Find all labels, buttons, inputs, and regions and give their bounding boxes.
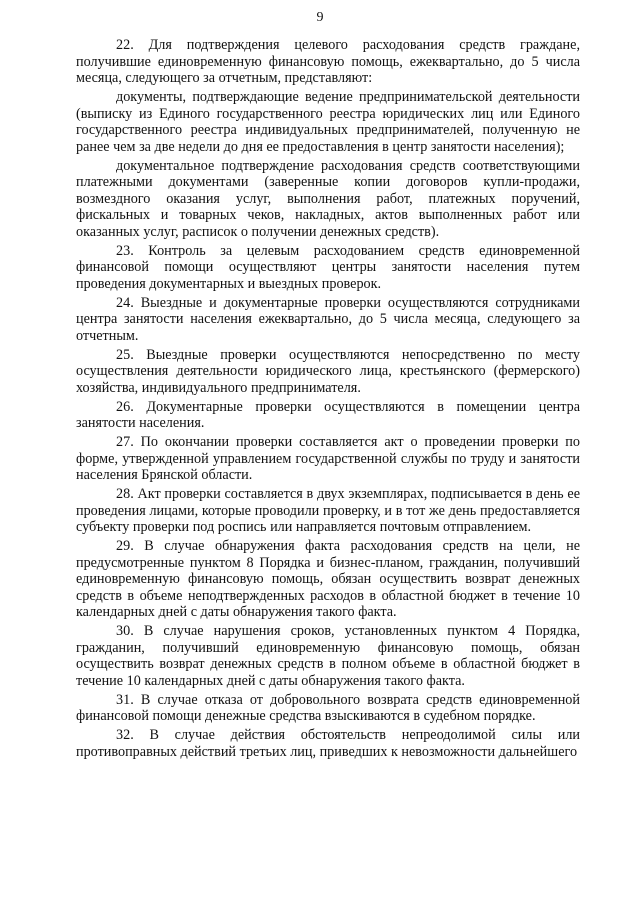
paragraph-22-payment-proof: документальное подтверждение расходования средств соответствующими платежными документами (заверенные копии договоров купли-продажи, возмездного оказания услуг, выполнения работ, платежных поручений, фискальных и товарных чеков, накладных, актов выполненных работ или оказанных услуг, расписок о получении денежных средств). <box>76 157 580 240</box>
paragraph-22-documents: документы, подтверждающие ведение предпринимательской деятельности (выписку из Единого государственного реестра юридических лиц или Единого государственного реестра индивидуальных предпринимателей, полученную не ранее чем за две недели до дня ее предоставления в центр занятости населения); <box>76 89 580 155</box>
paragraph-28: 28. Акт проверки составляется в двух экземплярах, подписывается в день ее проведения лицами, которые проводили проверку, и в тот же день предоставляется субъекту проверки под роспись или направляется почтовым отправлением. <box>76 486 580 535</box>
paragraph-24: 24. Выездные и документарные проверки осуществляются сотрудниками центра занятости населения ежеквартально, до 5 числа месяца, следующего за отчетным. <box>76 294 580 344</box>
paragraph-27: 27. По окончании проверки составляется акт о проведении проверки по форме, утвержденной управлением государственной службы по труду и занятости населения Брянской области. <box>76 434 580 483</box>
paragraph-26: 26. Документарные проверки осуществляются в помещении центра занятости населения. <box>76 398 580 431</box>
paragraph-25: 25. Выездные проверки осуществляются непосредственно по месту осуществления деятельности юридического лица, крестьянского (фермерского) хозяйства, индивидуального предпринимателя. <box>76 346 580 396</box>
paragraph-29: 29. В случае обнаружения факта расходования средств на цели, не предусмотренные пунктом 8 Порядка и бизнес-планом, гражданин, получивший единовременную финансовую помощь, обязан осуществить возврат денежных средств в объеме неподтвержденных расходов в областной бюджет в течение 10 календарных дней с даты обнаружения такого факта. <box>76 538 580 620</box>
document-body <box>76 37 580 763</box>
paragraph-32: 32. В случае действия обстоятельств непреодолимой силы или противоправных действий третьих лиц, приведших к невозможности дальнейшего <box>76 727 580 760</box>
paragraph-23: 23. Контроль за целевым расходованием средств единовременной финансовой помощи осуществляют центры занятости населения путем проведения документарных и выездных проверок. <box>76 242 580 292</box>
paragraph-22: 22. Для подтверждения целевого расходования средств граждане, получившие единовременную финансовую помощь, ежеквартально, до 5 числа месяца, следующего за отчетным, представляют: <box>76 37 580 86</box>
paragraph-31: 31. В случае отказа от добровольного возврата средств единовременной финансовой помощи денежные средства взыскиваются в судебном порядке. <box>76 691 580 724</box>
paragraph-30: 30. В случае нарушения сроков, установленных пунктом 4 Порядка, гражданин, получивший единовременную финансовую помощь, обязан осуществить возврат денежных средств в полном объеме в областной бюджет в течение 10 календарных дней с даты обнаружения такого факта. <box>76 623 580 689</box>
page-number: 9 <box>316 10 324 25</box>
